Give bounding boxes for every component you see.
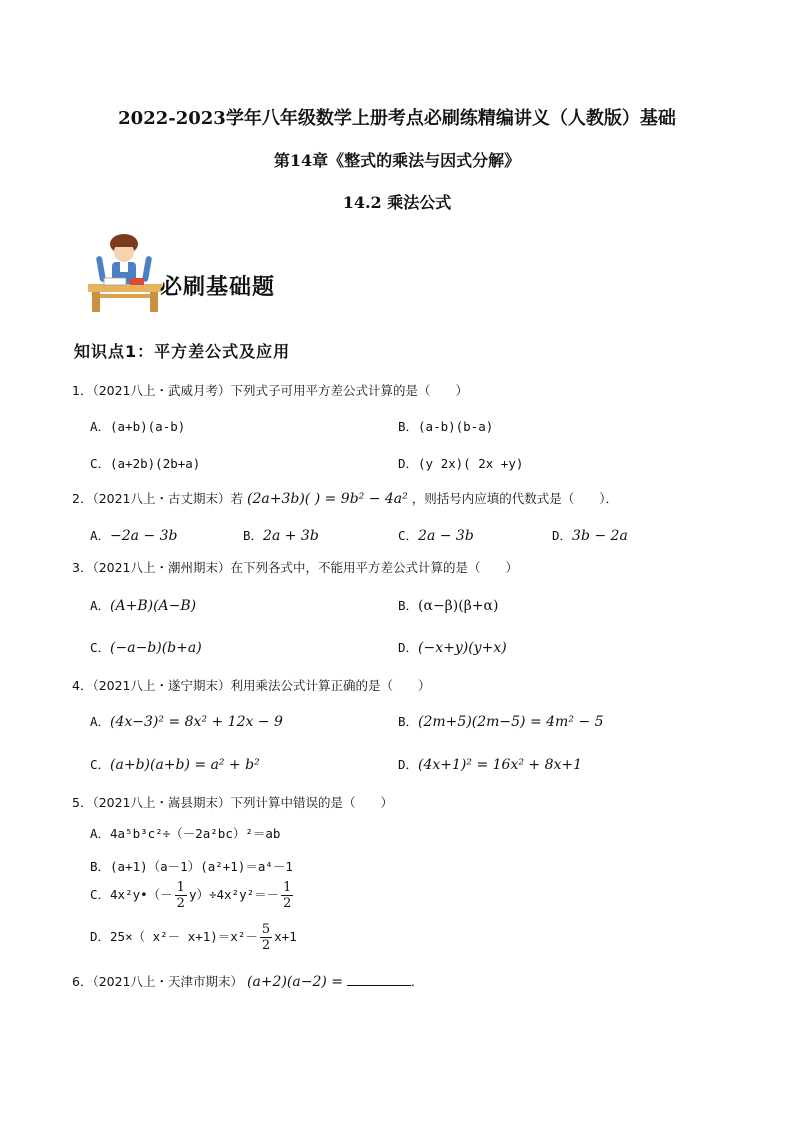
question-3-option-c: [90, 638, 202, 656]
question-6-math: (a+2)(a−2) =: [247, 974, 343, 990]
banner-label: 必刷基础题: [160, 274, 276, 300]
question-4-option-a: [90, 712, 283, 730]
fraction: [260, 922, 272, 953]
question-1-option-a: A．(a+b)(a-b): [90, 419, 186, 434]
question-4-option-d: [398, 755, 582, 773]
option-text: y）÷4x²y²＝－: [188, 887, 280, 902]
option-expression: (−x+y)(y+x): [418, 640, 507, 656]
question-6-suffix: ．: [410, 974, 424, 989]
option-expression: −2a − 3b: [110, 528, 178, 544]
answer-blank[interactable]: [347, 973, 411, 986]
question-3-option-d: [398, 638, 507, 656]
option-letter: D．: [398, 640, 419, 655]
option-letter: D．: [398, 757, 419, 772]
question-6-stem: [72, 972, 424, 990]
question-5-option-d: [90, 922, 297, 953]
option-letter: C．: [90, 757, 111, 772]
question-2-option-a: [90, 526, 178, 544]
chapter-title: 第14章《整式的乘法与因式分解》: [273, 151, 521, 170]
option-expression: (2m+5)(2m−5) = 4m² − 5: [418, 714, 604, 730]
question-6-prefix: 6．（2021八上・天津市期末）: [72, 974, 244, 989]
option-text: x+1: [274, 929, 297, 944]
fraction-denominator: 2: [283, 896, 292, 911]
option-letter: A．: [90, 598, 111, 613]
fraction-numerator: 1: [283, 880, 292, 895]
question-3-option-b: [398, 596, 498, 614]
question-5-option-b: B．(a+1)（a－1）(a²+1)＝a⁴－1: [90, 859, 293, 874]
knowledge-point-heading: 知识点1：平方差公式及应用: [74, 342, 291, 361]
question-2-option-c: [398, 526, 474, 544]
question-3-stem: 3．（2021八上・潮州期末）在下列各式中，不能用平方差公式计算的是（ ）: [72, 560, 519, 575]
question-5-option-a: A．4a⁵b³c²÷（－2a²bc）²＝ab: [90, 826, 281, 841]
question-1-option-b: B．(a-b)(b-a): [398, 419, 494, 434]
option-text: D．25×（ x²－ x+1)＝x²－: [90, 929, 258, 944]
fraction-numerator: 1: [176, 880, 185, 895]
section-title: 14.2 乘法公式: [342, 193, 452, 212]
question-1-stem: 1．（2021八上・武威月考）下列式子可用平方差公式计算的是（ ）: [72, 383, 469, 398]
question-2-math: (2a+3b)( ) = 9b² − 4a²: [247, 491, 408, 507]
fraction: [281, 880, 293, 911]
option-letter: C．: [398, 528, 419, 543]
question-3-option-a: [90, 596, 196, 614]
question-2-option-b: [243, 526, 319, 544]
option-expression: (a+b)(a+b) = a² + b²: [110, 757, 260, 773]
question-4-option-c: [90, 755, 260, 773]
question-2-suffix: ，则括号内应填的代数式是（ ）．: [411, 491, 619, 506]
question-1-option-d: D．(y 2x)( 2x +y): [398, 456, 524, 471]
option-text: C．4x²y•（－: [90, 887, 173, 902]
fraction-numerator: 5: [261, 922, 271, 937]
option-expression: (4x−3)² = 8x² + 12x − 9: [110, 714, 283, 730]
option-expression: 2a + 3b: [263, 528, 319, 544]
option-letter: B．: [398, 598, 419, 613]
option-expression: (A+B)(A−B): [110, 598, 197, 614]
document-title: 2022-2023学年八年级数学上册考点必刷练精编讲义（人教版）基础: [118, 108, 676, 129]
option-letter: A．: [90, 714, 111, 729]
option-expression: 2a − 3b: [418, 528, 474, 544]
question-5-stem: 5．（2021八上・嵩县期末）下列计算中错误的是（ ）: [72, 795, 394, 810]
option-letter: B．: [243, 528, 264, 543]
option-expression: (4x+1)² = 16x² + 8x+1: [418, 757, 583, 773]
option-expression: (α−β)(β+α): [418, 598, 499, 614]
option-expression: (−a−b)(b+a): [110, 640, 202, 656]
fraction: [175, 880, 187, 911]
option-expression: 3b − 2a: [572, 528, 628, 544]
question-4-option-b: [398, 712, 603, 730]
fraction-denominator: 2: [261, 938, 271, 953]
option-letter: A．: [90, 528, 111, 543]
question-4-stem: 4．（2021八上・遂宁期末）利用乘法公式计算正确的是（ ）: [72, 678, 431, 693]
question-5-option-c: [90, 880, 295, 911]
question-2-stem: [72, 489, 618, 507]
fraction-denominator: 2: [176, 896, 185, 911]
question-2-prefix: 2．（2021八上・古丈期末）若: [72, 491, 244, 506]
option-letter: D．: [552, 528, 573, 543]
question-2-option-d: [552, 526, 628, 544]
option-letter: B．: [398, 714, 419, 729]
question-1-option-c: C．(a+2b)(2b+a): [90, 456, 201, 471]
option-letter: C．: [90, 640, 111, 655]
